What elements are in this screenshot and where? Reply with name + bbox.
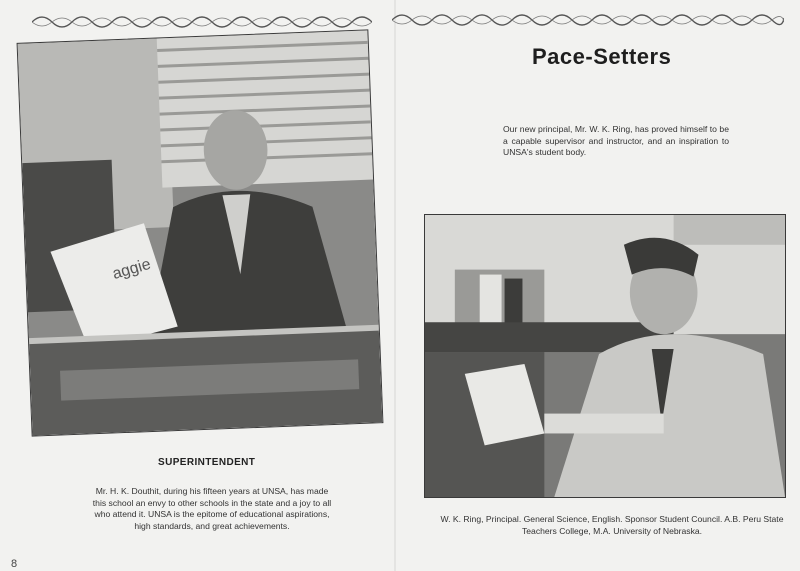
page-gutter <box>394 0 396 571</box>
superintendent-photo <box>17 29 384 436</box>
left-ribbon-border <box>32 8 372 34</box>
svg-text:aggie: aggie <box>110 255 153 283</box>
principal-intro-paragraph: Our new principal, Mr. W. K. Ring, has proved himself to be a capable supervisor and instructor, and an inspiration to UNSA's student body. <box>503 124 729 158</box>
principal-caption: W. K. Ring, Principal. General Science, English. Sponsor Student Council. A.B. Peru State Teachers College, M.A. University of Nebraska. <box>440 514 784 536</box>
page-title: Pace-Setters <box>532 44 672 69</box>
right-ribbon-border <box>392 6 784 32</box>
page-number: 8 <box>11 558 18 570</box>
principal-photo <box>424 214 786 498</box>
superintendent-paragraph: Mr. H. K. Douthit, during his fifteen years at UNSA, has made this school an envy to other schools in the state and a joy to all who attend it. UNSA is the epitome of educational aspirations, high standards, and great achievements. <box>92 486 332 531</box>
superintendent-heading: SUPERINTENDENT <box>158 457 256 468</box>
